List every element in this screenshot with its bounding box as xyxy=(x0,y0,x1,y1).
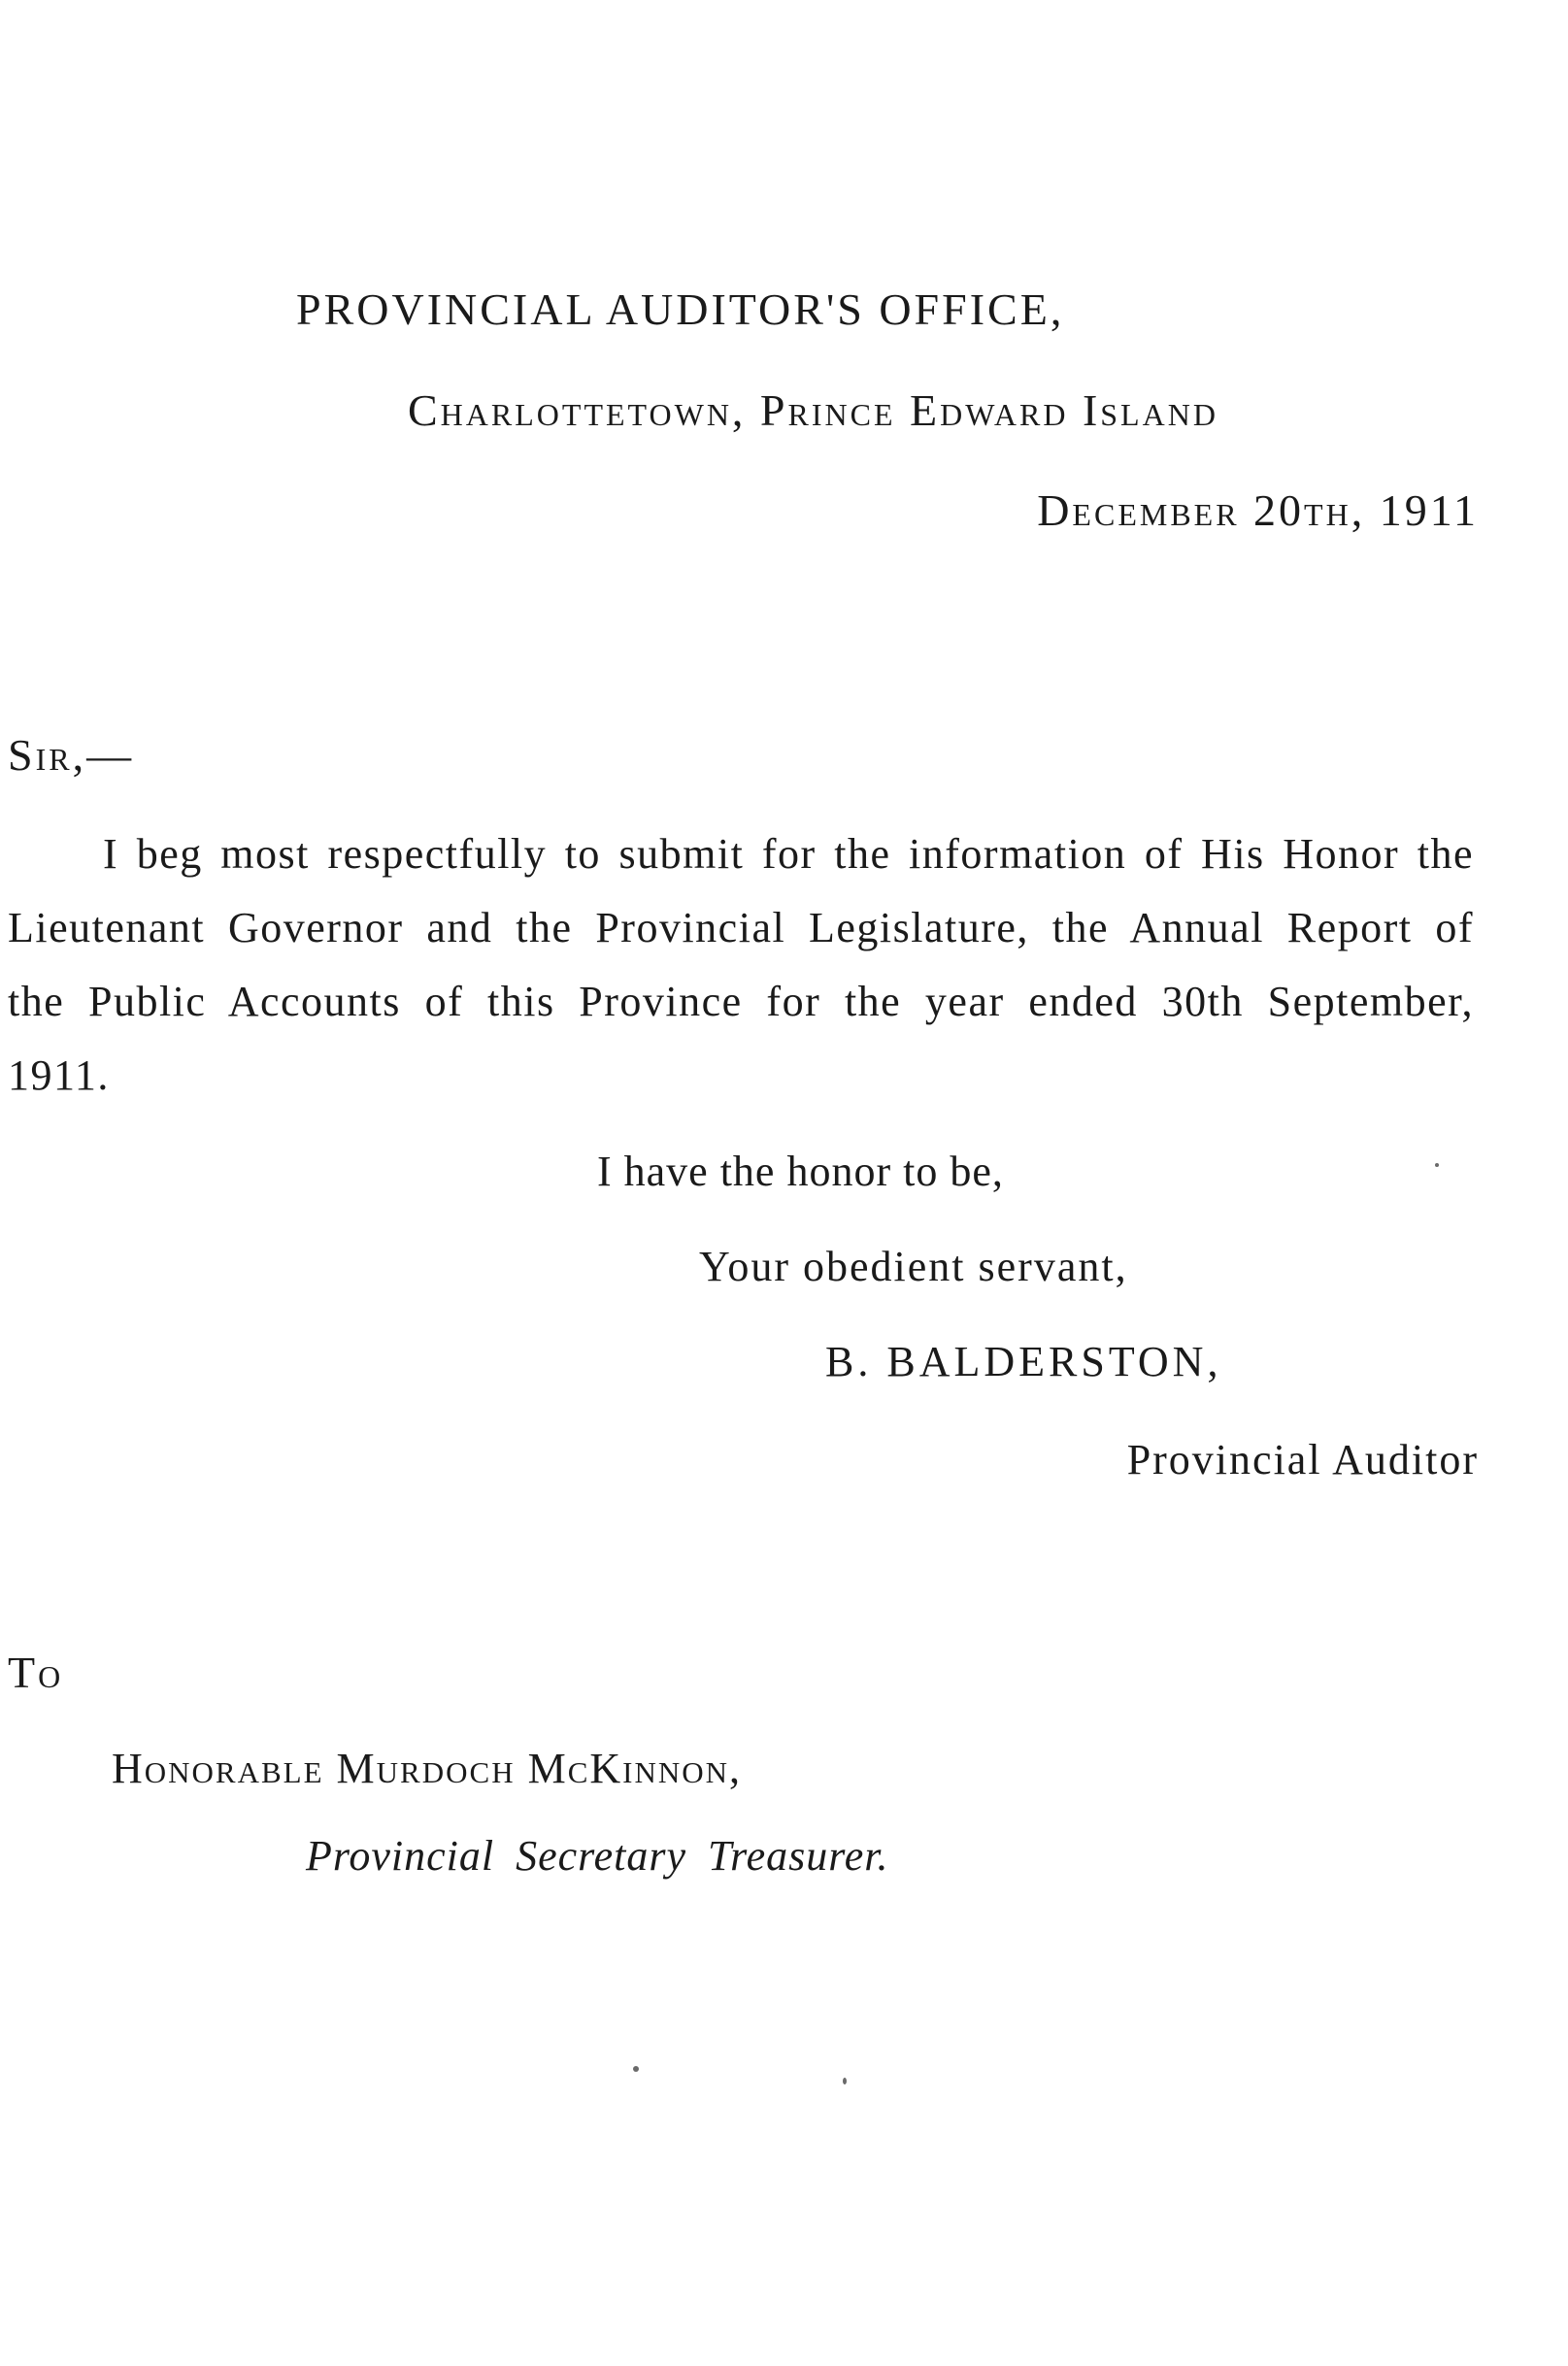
to-line: To xyxy=(8,1648,64,1697)
valediction: Your obedient servant, xyxy=(699,1243,1128,1290)
addressee-name: Honorable Murdoch McKinnon, xyxy=(112,1745,743,1792)
speck-mark xyxy=(1435,1163,1439,1167)
addressee-title: Provincial Secretary Treasurer. xyxy=(306,1832,889,1880)
letter-body: I beg most respectfully to submit for the information of His Honor the Lieutenant Governor and the Provincial Legislature, the Annual Report of the Public Accounts of this Province for the year ended 30th September, 1911. xyxy=(8,830,1474,1099)
closing-line: I have the honor to be, xyxy=(597,1148,1004,1195)
speck-mark xyxy=(633,2066,639,2072)
salutation: Sir,— xyxy=(8,730,135,780)
signer-name: B. BALDERSTON, xyxy=(825,1338,1222,1385)
office-heading: PROVINCIAL AUDITOR'S OFFICE, xyxy=(296,284,1065,334)
date-line: December 20th, 1911 xyxy=(1037,485,1479,535)
place-line: Charlottetown, Prince Edward Island xyxy=(408,385,1218,435)
signer-title: Provincial Auditor xyxy=(1126,1436,1479,1483)
speck-mark xyxy=(843,2078,847,2084)
